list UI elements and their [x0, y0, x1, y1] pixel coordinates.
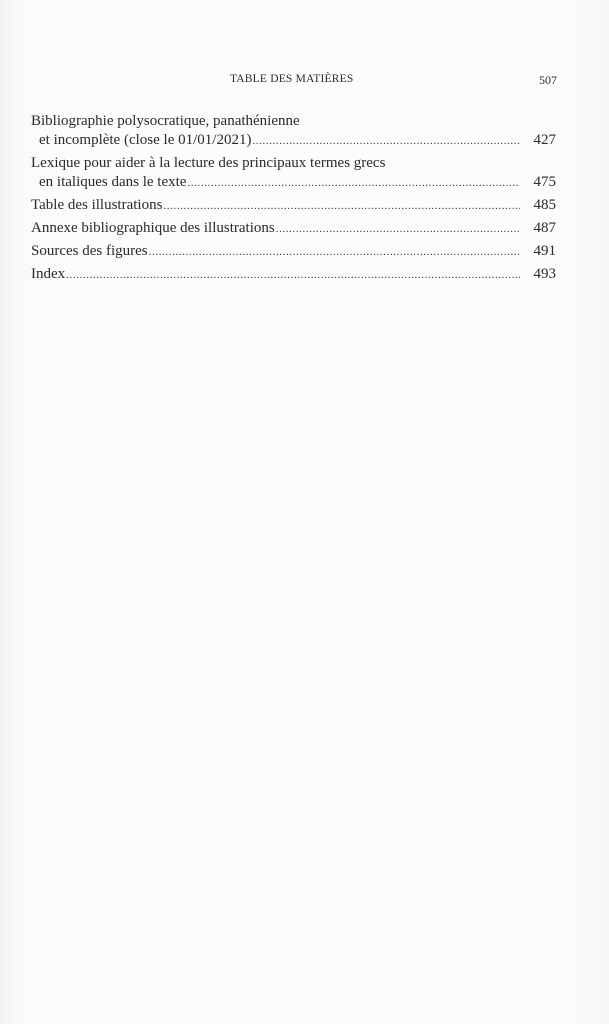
toc-entry-page: 485	[533, 197, 556, 213]
toc-entry-title-line1: Bibliographie polysocratique, panathénienne	[31, 113, 300, 129]
toc-entry-title: Annexe bibliographique des illustrations	[31, 220, 275, 236]
page-number: 507	[539, 73, 557, 87]
running-header-title: TABLE DES MATIÈRES	[230, 73, 354, 85]
toc-entry-title-line1: Lexique pour aider à la lecture des principaux termes grecs	[31, 155, 386, 171]
toc-entry-page: 491	[533, 243, 556, 259]
toc-entry-title: Table des illustrations	[31, 197, 163, 213]
table-of-contents	[31, 112, 556, 288]
toc-entry-page: 475	[533, 174, 556, 190]
dot-leader	[149, 243, 520, 261]
toc-entry-annexe-bibliographique[interactable]	[31, 219, 556, 239]
toc-entry-page: 487	[533, 220, 556, 236]
toc-entry-title-line2: en italiques dans le texte	[39, 174, 187, 190]
toc-entry-title-line2: et incomplète (close le 01/01/2021)	[39, 132, 252, 148]
dot-leader	[276, 220, 520, 238]
dot-leader	[252, 132, 520, 150]
toc-entry-page: 427	[533, 132, 556, 148]
toc-entry-bibliographie[interactable]	[31, 112, 556, 151]
toc-entry-title: Index	[31, 266, 66, 282]
toc-entry-title: Sources des figures	[31, 243, 148, 259]
running-header	[0, 73, 609, 89]
toc-entry-lexique[interactable]	[31, 154, 556, 193]
dot-leader	[163, 197, 520, 215]
toc-entry-page: 493	[533, 266, 556, 282]
dot-leader	[66, 266, 520, 284]
dot-leader	[187, 174, 520, 192]
toc-entry-table-des-illustrations[interactable]	[31, 196, 556, 216]
toc-entry-index[interactable]	[31, 265, 556, 285]
toc-entry-sources-des-figures[interactable]	[31, 242, 556, 262]
